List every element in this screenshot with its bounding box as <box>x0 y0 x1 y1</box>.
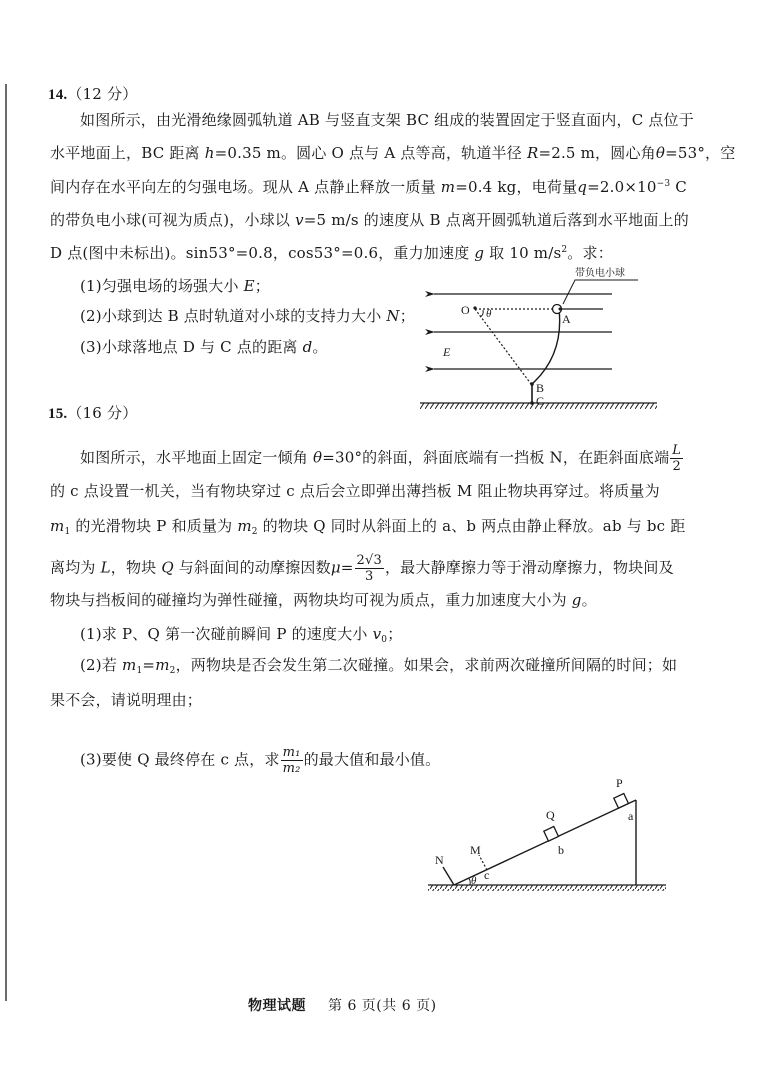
fraction-numerator: L <box>672 443 682 458</box>
q15-line-4 <box>50 553 674 584</box>
arc-track-AB <box>532 309 560 384</box>
text: 。 <box>312 338 328 356</box>
subscript: 1 <box>136 666 143 676</box>
var-q: q <box>577 178 588 196</box>
var-R: R <box>526 144 539 162</box>
text: 。求： <box>567 244 613 262</box>
text: 的物块 Q 同时从斜面上的 a、b 两点由静止释放。ab 与 bc 距 <box>257 517 686 535</box>
q14-sub-question-3 <box>80 337 328 357</box>
var-g: g <box>571 591 582 609</box>
fraction-denominator: 2 <box>672 459 681 474</box>
var-Q: Q <box>161 558 174 577</box>
text: C <box>670 178 687 196</box>
exponent: 2 <box>561 245 568 255</box>
text: (2)若 <box>80 656 123 674</box>
var-mu: μ <box>330 558 341 577</box>
var-m1: m <box>122 656 137 674</box>
var-E: E <box>243 277 255 295</box>
q14-header <box>48 84 137 105</box>
text: ； <box>254 277 270 295</box>
label-C: C <box>536 394 545 408</box>
label-a: a <box>628 809 634 823</box>
fraction-numerator: 2√3 <box>356 553 382 568</box>
label-Q: Q <box>546 808 555 822</box>
var-theta: θ <box>312 448 323 467</box>
text: 水平地面上，BC 距离 <box>50 144 205 162</box>
text: 的光滑物块 P 和质量为 <box>70 517 238 535</box>
label-b: b <box>558 843 564 857</box>
text: 物块与挡板间的碰撞均为弹性碰撞，两物块均可视为质点，重力加速度大小为 <box>50 591 572 609</box>
subscript: 0 <box>381 635 388 645</box>
q14-number: 14. <box>48 87 68 103</box>
label-N: N <box>435 853 444 867</box>
point-A-dot <box>559 308 562 311</box>
label-B: B <box>536 381 545 395</box>
text: ，最大静摩擦力等于滑动摩擦力，物块间及 <box>384 558 674 577</box>
subscript: 2 <box>169 666 176 676</box>
q15-line-2: 的 c 点设置一机关，当有物块穿过 c 点后会立即弹出薄挡板 M 阻止物块再穿过。将质量为 <box>50 482 660 500</box>
barrier-N <box>443 867 454 885</box>
text: 离均为 <box>50 558 101 577</box>
text: D 点(图中未标出)。sin53°=0.8，cos53°=0.6，重力加速度 <box>50 244 475 262</box>
subscript: 2 <box>251 527 258 537</box>
page-left-border <box>5 84 7 1001</box>
var-m2: m <box>155 656 170 674</box>
page-footer <box>248 995 437 1015</box>
text: (3)要使 Q 最终停在 c 点，求 <box>80 750 280 769</box>
text: 取 10 m/s <box>484 244 562 262</box>
fraction-denominator: m₂ <box>282 761 301 776</box>
q15-number: 15. <box>48 406 68 422</box>
label-E: E <box>443 345 451 359</box>
fraction-m1-over-m2 <box>281 745 303 776</box>
q15-header <box>48 403 137 424</box>
text: 的最大值和最小值。 <box>303 750 441 769</box>
ground-hatch <box>428 885 666 891</box>
var-m2: m <box>237 517 252 535</box>
text: ，物块 <box>110 558 162 577</box>
label-theta: θ <box>486 308 492 320</box>
text: =2.0×10 <box>587 178 657 196</box>
exponent: −3 <box>656 179 671 189</box>
ball-label-leader <box>563 280 638 304</box>
q15-sub-question-3 <box>80 745 440 776</box>
var-m1: m <box>50 517 65 535</box>
var-L: L <box>100 558 111 577</box>
text: 的带负电小球(可视为质点)，小球以 <box>50 211 296 229</box>
label-P: P <box>616 776 623 790</box>
text: (2)小球到达 B 点时轨道对小球的支持力大小 <box>80 307 387 325</box>
q15-line-5 <box>50 590 597 610</box>
text: (1)求 P、Q 第一次碰前瞬间 P 的速度大小 <box>80 625 373 643</box>
point-O-dot <box>473 306 476 309</box>
q15-sub-question-2-cont: 果不会，请说明理由； <box>50 691 203 709</box>
var-d: d <box>302 338 313 356</box>
text: 。 <box>581 591 597 609</box>
var-theta: θ <box>655 144 666 162</box>
text: (3)小球落地点 D 与 C 点的距离 <box>80 338 303 356</box>
fraction-2root3-over-3 <box>355 553 384 584</box>
text: =2.5 m，圆心角 <box>538 144 656 162</box>
label-M: M <box>470 843 481 857</box>
q14-line-1: 如图所示，由光滑绝缘圆弧轨道 AB 与竖直支架 BC 组成的装置固定于竖直面内，C 点位于 <box>80 111 694 129</box>
q15-sub-question-1 <box>80 624 402 644</box>
text: =0.4 kg，电荷量 <box>455 178 578 196</box>
footer-page-number: 第 6 页(共 6 页) <box>328 998 437 1014</box>
block-Q <box>544 826 559 841</box>
label-theta: θ <box>471 875 477 887</box>
q14-line-5 <box>50 243 613 263</box>
q15-line-1 <box>80 443 684 474</box>
q15-points: （16 分） <box>67 404 138 422</box>
text: (1)匀强电场的场强大小 <box>80 277 244 295</box>
text: ； <box>387 625 403 643</box>
var-N: N <box>386 307 400 325</box>
block-P <box>614 793 629 808</box>
q14-points: （12 分） <box>67 85 138 103</box>
var-v0: v <box>372 625 382 643</box>
fraction-numerator: m₁ <box>282 745 301 760</box>
text: =0.35 m。圆心 O 点与 A 点等高，轨道半径 <box>214 144 527 162</box>
var-v: v <box>295 211 304 229</box>
q14-line-4 <box>50 210 689 230</box>
q14-line-2 <box>50 143 735 163</box>
fraction-denominator: 3 <box>365 569 374 584</box>
fraction-L-over-2 <box>670 443 683 474</box>
text: = <box>142 656 156 674</box>
q14-line-3 <box>50 177 687 197</box>
text: ； <box>399 307 415 325</box>
text: 间内存在水平向左的匀强电场。现从 A 点静止释放一质量 <box>50 178 441 196</box>
label-c: c <box>484 868 490 882</box>
incline-surface <box>454 800 636 885</box>
text: 与斜面间的动摩擦因数 <box>173 558 331 577</box>
text: 如图所示，水平地面上固定一倾角 <box>80 448 313 467</box>
q14-figure <box>410 265 670 415</box>
text: = <box>340 558 354 577</box>
text: =30°的斜面，斜面底端有一挡板 N，在距斜面底端 <box>322 448 670 467</box>
var-h: h <box>204 144 215 162</box>
var-m: m <box>440 178 456 196</box>
q15-sub-question-2 <box>80 655 677 675</box>
text: =5 m/s 的速度从 B 点离开圆弧轨道后落到水平地面上的 <box>303 211 689 229</box>
text: ，两物块是否会发生第二次碰撞。如果会，求前两次碰撞所间隔的时间；如 <box>175 656 678 674</box>
var-g: g <box>474 244 485 262</box>
label-A: A <box>562 312 571 326</box>
ball-label: 带负电小球 <box>575 268 625 279</box>
text: =53°，空 <box>665 144 736 162</box>
radius-OB <box>475 309 531 384</box>
label-O: O <box>461 303 470 317</box>
q14-sub-question-1 <box>80 276 270 296</box>
q14-sub-question-2 <box>80 306 415 326</box>
q15-figure <box>410 775 680 910</box>
q15-line-3 <box>50 516 685 536</box>
footer-subject: 物理试题 <box>248 998 306 1014</box>
subscript: 1 <box>64 527 71 537</box>
